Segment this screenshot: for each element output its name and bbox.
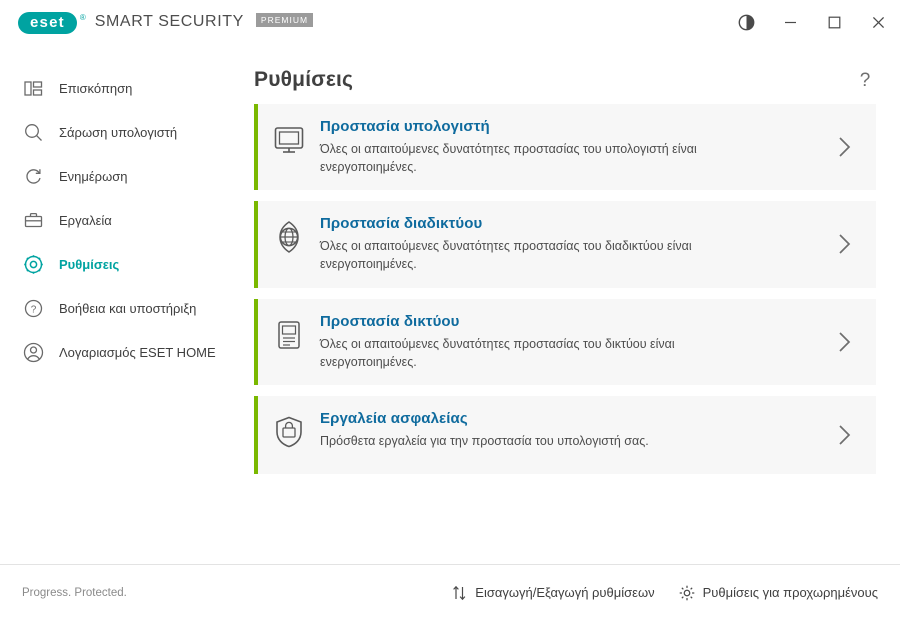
card-title: Προστασία δικτύου [320, 312, 460, 330]
import-export-label: Εισαγωγή/Εξαγωγή ρυθμίσεων [475, 585, 655, 600]
card-description: Πρόσθετα εργαλεία για την προστασία του υπολογιστή σας. [320, 433, 649, 448]
overview-icon [22, 77, 44, 99]
maximize-icon[interactable] [812, 0, 856, 44]
gear-icon [679, 585, 695, 601]
card-title: Προστασία διαδικτύου [320, 215, 483, 233]
card-network-protection[interactable] [254, 299, 876, 385]
card-description: Όλες οι απαιτούμενες δυνατότητες προστασίας του υπολογιστή είναι ενεργοποιημένες. [320, 142, 697, 175]
contrast-icon[interactable] [724, 0, 768, 44]
computer-monitor-icon [258, 118, 320, 158]
card-text [320, 215, 822, 273]
account-icon [22, 341, 44, 363]
sidebar-item-label: Σάρωση υπολογιστή [59, 124, 178, 140]
footer-actions [451, 585, 878, 601]
sidebar-item-label: Ρυθμίσεις [59, 256, 120, 272]
sidebar-item-overview[interactable] [0, 66, 232, 110]
product-name: SMART SECURITY [94, 13, 244, 30]
settings-content [232, 44, 900, 564]
globe-icon [258, 215, 320, 255]
card-title: Προστασία υπολογιστή [320, 118, 490, 135]
registered-mark-icon: ® [79, 13, 86, 22]
brand-logo [0, 11, 313, 33]
window-controls [724, 0, 900, 44]
tools-icon [22, 209, 44, 231]
sidebar-item-label: Επισκόπηση [59, 80, 133, 96]
card-internet-protection[interactable] [254, 201, 876, 287]
eset-logo-text: eset [30, 14, 65, 31]
scan-icon [22, 121, 44, 143]
help-question-icon[interactable]: ? [859, 70, 871, 91]
card-text [320, 313, 822, 371]
eset-logo [18, 12, 77, 34]
chevron-right-icon[interactable] [822, 423, 866, 447]
card-text [320, 410, 822, 450]
sidebar-item-update[interactable] [0, 154, 232, 198]
sidebar-item-tools[interactable] [0, 198, 232, 242]
settings-card-list [254, 104, 876, 474]
import-export-icon [451, 585, 467, 601]
update-icon [22, 165, 44, 187]
sidebar [0, 44, 232, 564]
card-description: Όλες οι απαιτούμενες δυνατότητες προστασίας του διαδικτύου είναι ενεργοποιημένες. [320, 239, 692, 272]
security-tools-icon [258, 410, 320, 450]
chevron-right-icon[interactable] [822, 135, 866, 159]
sidebar-item-eset-home-account[interactable] [0, 330, 232, 374]
card-text [320, 118, 822, 176]
content-header [254, 44, 876, 104]
page-title: Ρυθμίσεις [254, 68, 354, 91]
chevron-right-icon[interactable] [822, 330, 866, 354]
sidebar-item-label: Λογαριασμός ESET HOME [59, 344, 216, 360]
chevron-right-icon[interactable] [822, 232, 866, 256]
help-icon [22, 297, 44, 319]
window-body [0, 44, 900, 564]
minimize-icon[interactable] [768, 0, 812, 44]
card-title: Εργαλεία ασφαλείας [320, 409, 468, 427]
status-text: Progress. Protected. [22, 586, 127, 599]
card-security-tools[interactable] [254, 396, 876, 474]
product-edition-badge: PREMIUM [256, 13, 313, 27]
sidebar-item-label: Βοήθεια και υποστήριξη [59, 300, 197, 316]
settings-gear-icon [22, 253, 44, 275]
sidebar-item-settings[interactable] [0, 242, 232, 286]
sidebar-item-computer-scan[interactable] [0, 110, 232, 154]
advanced-settings-button[interactable] [679, 585, 878, 601]
title-bar [0, 0, 900, 44]
svg-text:?: ? [30, 303, 36, 315]
sidebar-item-help-support[interactable] [0, 286, 232, 330]
sidebar-item-label: Ενημέρωση [59, 168, 128, 184]
card-computer-protection[interactable] [254, 104, 876, 190]
sidebar-item-label: Εργαλεία [59, 212, 112, 228]
import-export-settings-button[interactable] [451, 585, 654, 601]
network-icon [258, 313, 320, 353]
advanced-settings-label: Ρυθμίσεις για προχωρημένους [702, 585, 878, 600]
card-description: Όλες οι απαιτούμενες δυνατότητες προστασίας του δικτύου είναι ενεργοποιημένες. [320, 336, 675, 369]
footer-bar [0, 564, 900, 620]
close-icon[interactable] [856, 0, 900, 44]
